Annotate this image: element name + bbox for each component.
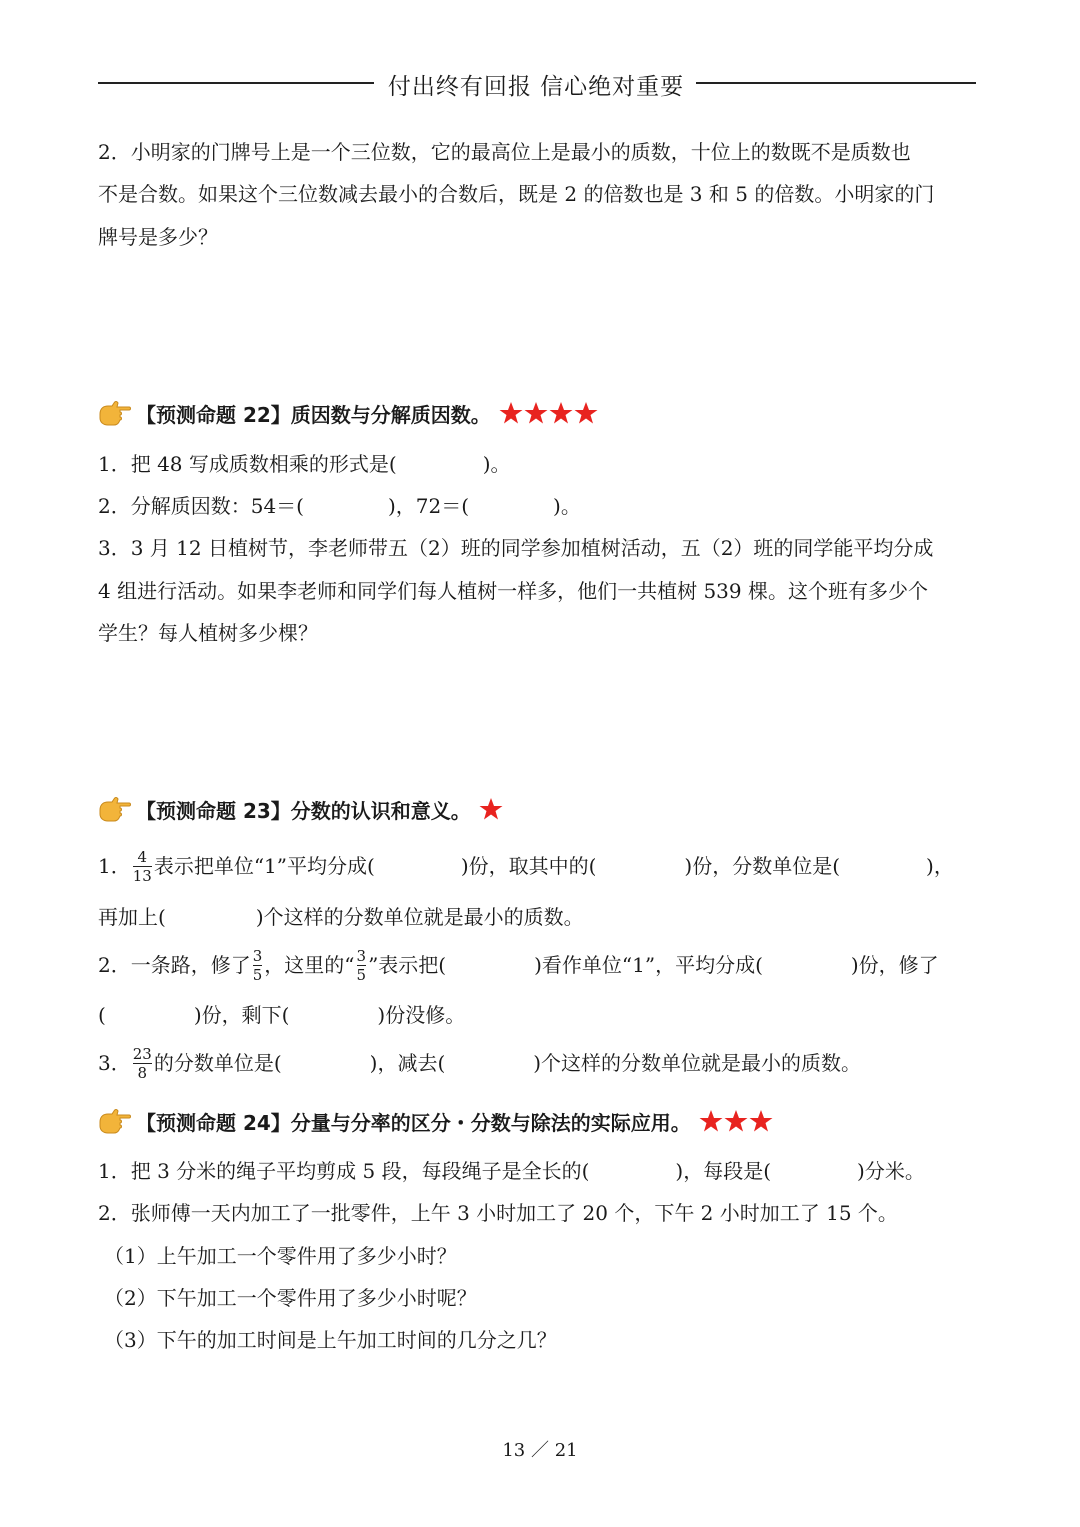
section-title: 【预测命题 24】分量与分率的区分・分数与除法的实际应用。 [136, 1110, 691, 1135]
question-text: 2．张师傅一天内加工了一批零件，上午 3 小时加工了 20 个，下午 2 小时加工了 15 个。 [98, 1201, 898, 1225]
star-icon [574, 401, 598, 425]
section-title: 【预测命题 22】质因数与分解质因数。 [136, 402, 491, 427]
difficulty-stars [699, 1109, 774, 1133]
star-icon [549, 401, 573, 425]
star-icon [479, 797, 503, 821]
page-number: 13 ／ 21 [502, 1440, 578, 1461]
difficulty-stars [479, 797, 504, 821]
question-line: ( )份，剩下( )份没修。 [98, 1003, 466, 1027]
pointing-hand-icon [98, 1106, 132, 1136]
question-text: 4 组进行活动。如果李老师和同学们每人植树一样多，他们一共植树 539 棵。这个班有多少个 [98, 579, 928, 603]
star-icon [524, 401, 548, 425]
pointing-hand-icon [98, 794, 132, 824]
question-text: 2．小明家的门牌号上是一个三位数，它的最高位上是最小的质数，十位上的数既不是质数也 [98, 140, 911, 164]
question-line: 3． $\frac{23}{8}$ 的分数单位是( )，减去( )个这样的分数单位就是最小的质数。 [98, 1044, 862, 1082]
header-motto: 付出终有回报 信心绝对重要 [387, 74, 685, 100]
question-line: 1．把 48 写成质数相乘的形式是( )。 [98, 452, 511, 476]
section-heading-23 [98, 792, 504, 826]
question-line: 1． $\frac{4}{13}$ 表示把单位“1”平均分成( )份，取其中的( )份，分数单位是( )， [98, 847, 954, 885]
header-rule-left [98, 82, 374, 84]
fraction: $\frac{23}{8}$ [132, 1044, 152, 1082]
question-text: 学生？每人植树多少棵？ [98, 621, 318, 645]
sub-question: （1）上午加工一个零件用了多少小时？ [104, 1244, 457, 1268]
fraction: $\frac{4}{13}$ [132, 847, 152, 885]
page-header [98, 58, 976, 106]
question-text: 牌号是多少？ [98, 225, 218, 249]
question-line: 1．把 3 分米的绳子平均剪成 5 段，每段绳子是全长的( )，每段是( )分米。 [98, 1159, 925, 1183]
sub-question: （2）下午加工一个零件用了多少小时呢？ [104, 1286, 477, 1310]
fraction: $\frac{3}{5}$ [356, 946, 367, 984]
question-line: 2．分解质因数：54＝( )，72＝( )。 [98, 494, 581, 518]
star-icon [749, 1109, 773, 1133]
section-heading-24 [98, 1104, 774, 1138]
pointing-hand-icon [98, 398, 132, 428]
question-line: 2．一条路，修了 $\frac{3}{5}$ ，这里的“ $\frac{3}{5}$ ”表示把( )看作单位“1”，平均分成( )份，修了 [98, 946, 939, 984]
question-text: 不是合数。如果这个三位数减去最小的合数后，既是 2 的倍数也是 3 和 5 的倍数。小明家的门 [98, 182, 935, 206]
fraction: $\frac{3}{5}$ [252, 946, 263, 984]
star-icon [499, 401, 523, 425]
question-text: 3．3 月 12 日植树节，李老师带五（2）班的同学参加植树活动，五（2）班的同学能平均分成 [98, 536, 934, 560]
sub-question: （3）下午的加工时间是上午加工时间的几分之几？ [104, 1328, 557, 1352]
question-line: 再加上( )个这样的分数单位就是最小的质数。 [98, 905, 584, 929]
section-heading-22 [98, 396, 599, 430]
header-rule-right [696, 82, 976, 84]
star-icon [724, 1109, 748, 1133]
section-title: 【预测命题 23】分数的认识和意义。 [136, 798, 471, 823]
star-icon [699, 1109, 723, 1133]
difficulty-stars [499, 401, 599, 425]
